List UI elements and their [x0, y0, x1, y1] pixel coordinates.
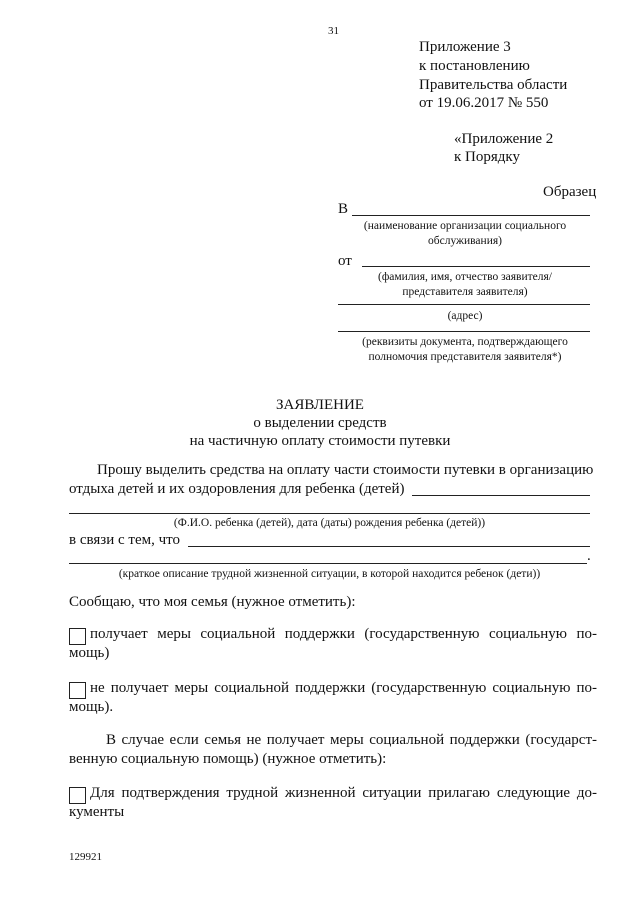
- from-caption: представителя заявителя): [402, 286, 528, 298]
- case-text: В случае если семья не получает меры социальной поддержки (государст-: [106, 732, 597, 748]
- option-checkbox[interactable]: [69, 628, 86, 645]
- child-input-line-2[interactable]: [69, 513, 590, 514]
- requisites-caption: (реквизиты документа, подтверждающего: [362, 336, 568, 348]
- footer-code: 129921: [69, 851, 102, 863]
- annex-header-line: Правительства области: [419, 77, 568, 93]
- document-subtitle: о выделении средств: [253, 415, 387, 431]
- address-caption: (адрес): [447, 310, 483, 322]
- annex-header-line: Приложение 3: [419, 39, 511, 55]
- situation-caption: (краткое описание трудной жизненной ситуации, в которой находится ребенок (дети)): [118, 568, 541, 580]
- document-title: ЗАЯВЛЕНИЕ: [276, 397, 364, 413]
- request-text: Прошу выделить средства на оплату части стоимости путевки в организацию: [97, 462, 594, 478]
- requisites-caption: полномочия представителя заявителя*): [368, 351, 562, 363]
- annex2-line: к Порядку: [454, 149, 520, 165]
- to-prefix: В: [338, 201, 349, 217]
- to-input-line[interactable]: [352, 215, 590, 216]
- annex-header-line: к постановлению: [419, 58, 530, 74]
- document-subtitle: на частичную оплату стоимости путевки: [189, 433, 451, 449]
- address-input-line[interactable]: [338, 304, 590, 305]
- request-text: отдыха детей и их оздоровления для ребенка (детей): [69, 481, 405, 497]
- reason-end: .: [587, 548, 591, 564]
- from-caption: (фамилия, имя, отчество заявителя/: [378, 271, 552, 283]
- option-text: мощь): [69, 645, 110, 661]
- documents-text: кументы: [69, 804, 125, 820]
- from-prefix: от: [338, 253, 352, 269]
- from-input-line[interactable]: [362, 266, 590, 267]
- reason-input-line-2[interactable]: [69, 563, 587, 564]
- reason-input-line[interactable]: [188, 546, 590, 547]
- option-text: мощь).: [69, 699, 114, 715]
- reason-prefix: в связи с тем, что: [69, 532, 180, 548]
- to-caption: обслуживания): [428, 235, 502, 247]
- annex-header-line: от 19.06.2017 № 550: [419, 95, 549, 111]
- child-input-line[interactable]: [412, 495, 590, 496]
- option-checkbox[interactable]: [69, 682, 86, 699]
- to-caption: (наименование организации социального: [363, 220, 567, 232]
- option-text: не получает меры социальной поддержки (государственную социальную по-: [90, 680, 597, 696]
- annex2-line: «Приложение 2: [454, 131, 554, 147]
- page-number: 31: [328, 25, 339, 37]
- documents-checkbox[interactable]: [69, 787, 86, 804]
- requisites-input-line[interactable]: [338, 331, 590, 332]
- case-text: венную социальную помощь) (нужное отметить):: [69, 751, 387, 767]
- option-text: получает меры социальной поддержки (государственную социальную по-: [90, 626, 597, 642]
- family-intro: Сообщаю, что моя семья (нужное отметить):: [69, 594, 356, 610]
- child-caption: (Ф.И.О. ребенка (детей), дата (даты) рождения ребенка (детей)): [173, 517, 486, 529]
- documents-text: Для подтверждения трудной жизненной ситуации прилагаю следующие до-: [90, 785, 597, 801]
- sample-label: Образец: [543, 184, 597, 200]
